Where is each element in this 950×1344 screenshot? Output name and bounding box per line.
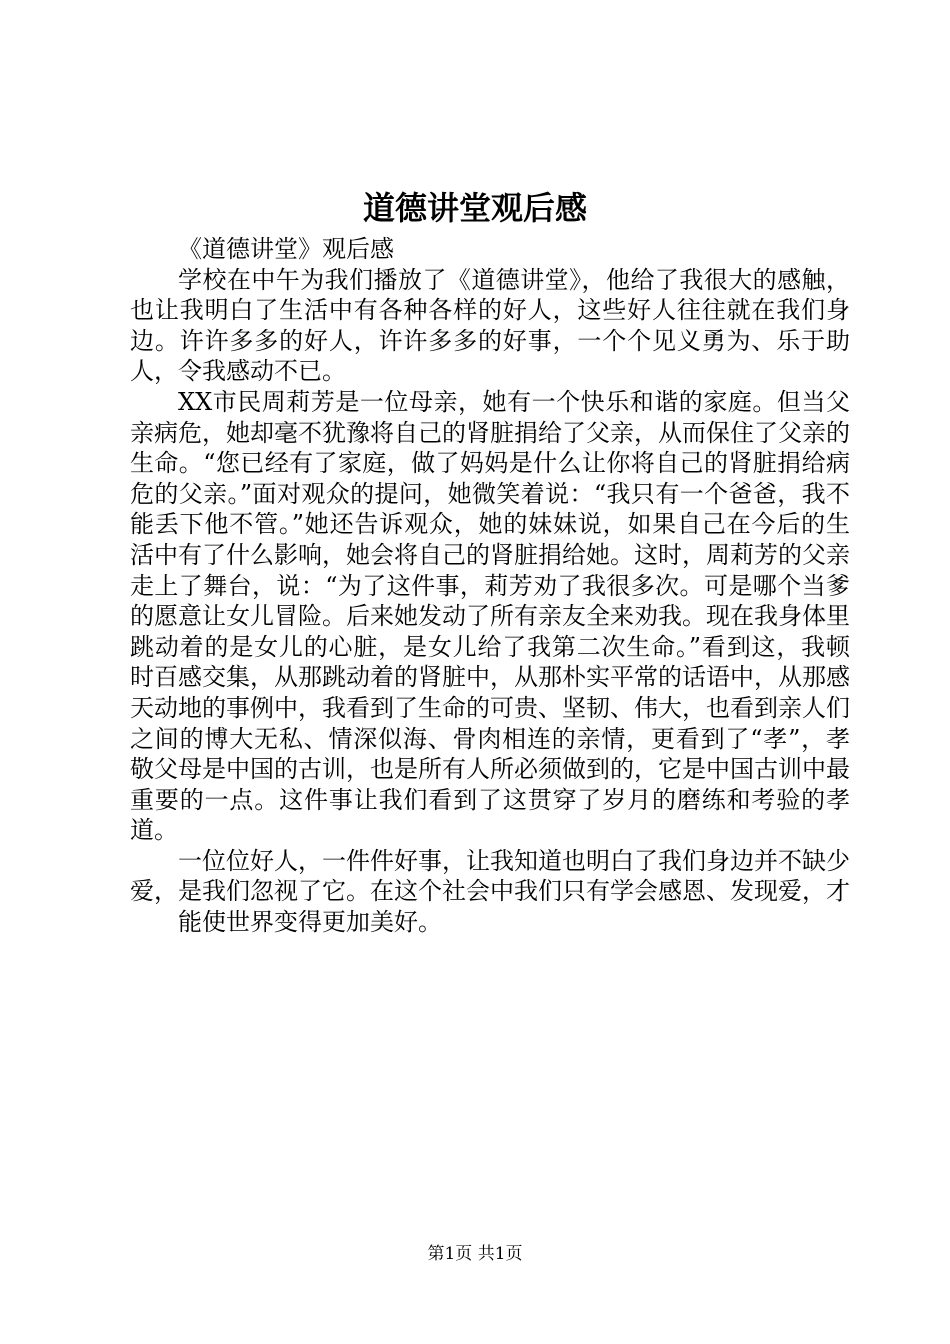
paragraph: 一位位好人，一件件好事，让我知道也明白了我们身边并不缺少爱，是我们忽视了它。在这个社会中我们只有学会感恩、发现爱，才 <box>130 846 850 906</box>
paragraph: 能使世界变得更加美好。 <box>178 908 442 937</box>
paragraph-subtitle: 《道德讲堂》观后感 <box>178 235 394 263</box>
page-footer: 第1页 共1页 <box>427 1244 523 1264</box>
document-body <box>130 234 850 938</box>
paragraph: 学校在中午为我们播放了《道德讲堂》，他给了我很大的感触，也让我明白了生活中有各种各样的好人，这些好人往往就在我们身边。许许多多的好人，许许多多的好事，一个个见义勇为、乐于助人，令我感动不已。 <box>130 265 850 386</box>
document-title: 道德讲堂观后感 <box>362 189 587 227</box>
paragraph: XX市民周莉芳是一位母亲，她有一个快乐和谐的家庭。但当父亲病危，她却毫不犹豫将自己的肾脏捐给了父亲，从而保住了父亲的生命。“您已经有了家庭，做了妈妈是什么让你将自己的肾脏捐给病危的父亲。”面对观众的提问，她微笑着说：“我只有一个爸爸，我不能丢下他不管。”她还告诉观众，她的妹妹说，如果自己在今后的生活中有了什么影响，她会将自己的肾脏捐给她。这时，周莉芳的父亲走上了舞台，说：“为了这件事，莉芳劝了我很多次。可是哪个当爹的愿意让女儿冒险。后来她发动了所有亲友全来劝我。现在我身体里跳动着的是女儿的心脏，是女儿给了我第二次生命。”看到这，我顿时百感交集，从那跳动着的肾脏中，从那朴实平常的话语中，从那感天动地的事例中，我看到了生命的可贵、坚韧、伟大，也看到亲人们之间的博大无私、情深似海、骨肉相连的亲情，更看到了“孝”，孝敬父母是中国的古训，也是所有人所必须做到的，它是中国古训中最重要的一点。这件事让我们看到了这贯穿了岁月的磨练和考验的孝道。 <box>130 387 850 845</box>
